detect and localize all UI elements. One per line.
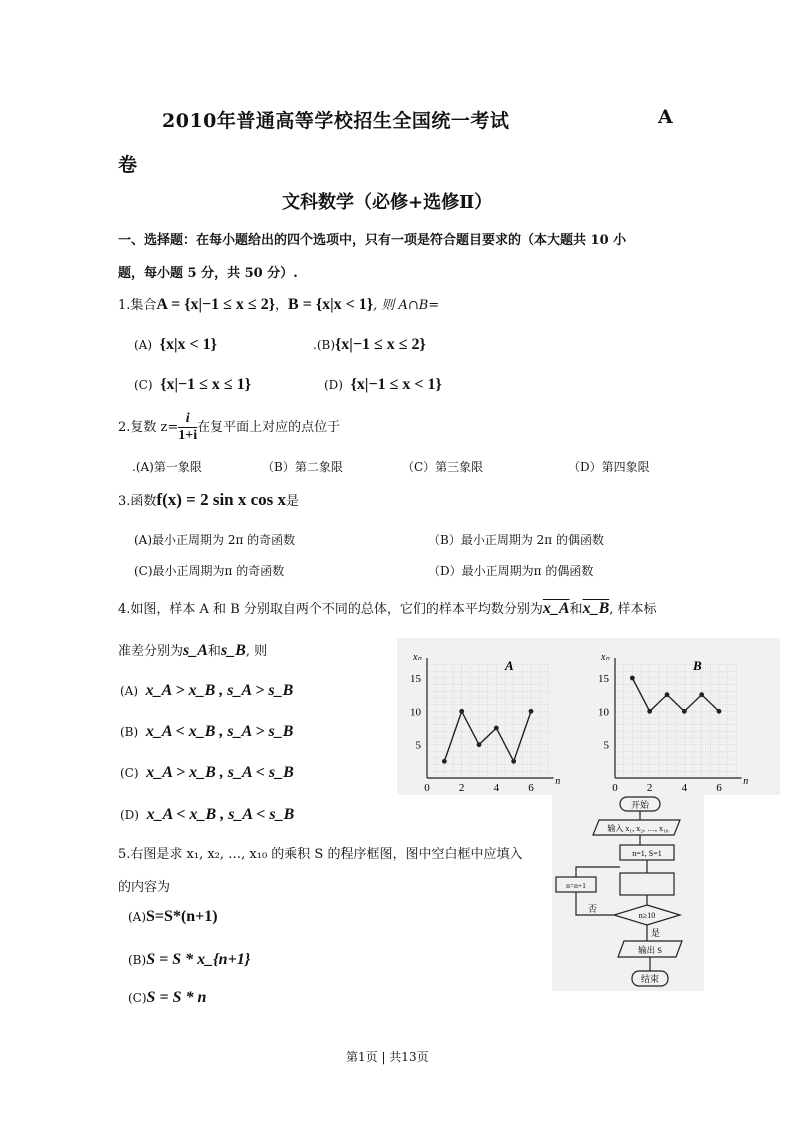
q2-option-b: （B）第二象限 [262,460,343,474]
chart-title: B [693,658,702,673]
q2-denominator: 1+i [178,428,198,443]
chart-x-tick-label: 2 [646,782,653,794]
flow-init-text: n=1, S=1 [632,849,662,858]
q4-option-d [120,806,294,824]
q1-suffix: , 则 A∩B= [373,298,440,313]
question-2 [118,411,340,444]
flow-update-text: n=n+1 [566,881,586,890]
q1-option-a-math: {x|x < 1} [159,336,217,353]
chart-data-point [717,709,722,714]
q1-option-b-label: .(B) [313,338,335,352]
q2-prefix: 2.复数 z= [118,420,179,435]
chart-x-tick-label: 4 [493,782,500,794]
q5-option-a [128,908,218,926]
q1-option-d-math: {x|−1 ≤ x < 1} [350,376,442,393]
chart-y-axis-label: xₙ [601,652,610,663]
chart-data-point [682,709,687,714]
q4-option-b-math: x_A < x_B , s_A > s_B [145,723,294,740]
chart-data-point [529,709,534,714]
q3-suffix: 是 [286,494,300,509]
q2-option-d: （D）第四象限 [568,460,650,474]
q3-prefix: 3.函数 [118,494,157,509]
chart-x-tick-label: 4 [681,782,688,794]
chart-data-point [477,742,482,747]
q1-option-c-label: (C) [134,378,153,392]
chart-x-tick-label: 2 [458,782,465,794]
question-1 [118,294,439,314]
q4-mean-b: x_B [582,600,610,617]
q4-option-c-label: (C) [120,766,139,780]
q4-option-d-math: x_A < x_B , s_A < s_B [146,806,295,823]
section-heading-line1: 一、选择题：在每小题给出的四个选项中，只有一项是符合题目要求的（本大题共 10 小 [118,233,627,248]
q1-option-b [313,336,426,354]
q5-option-a-math: S=S*(n+1) [146,908,218,925]
q3-option-a: (A)最小正周期为 2π 的奇函数 [134,533,296,547]
chart-y-tick-label: 15 [410,673,421,685]
question-5-line2: 的内容为 [118,880,171,895]
q4-line2-prefix: 准差分别为 [118,644,184,659]
chart-y-tick-label: 5 [415,739,421,752]
flow-condition-text: n≥10 [638,911,656,920]
q3-function: f(x) = 2 sin x cos x [156,490,287,509]
q4-line1-suffix: , 样本标 [609,602,657,617]
q1-option-d [324,376,442,394]
q4-and: 和 [569,602,583,617]
q4-line2-and: 和 [207,644,221,659]
sample-charts-figure [397,638,780,795]
chart-data-point [494,726,499,731]
q4-mean-a: x_A [542,600,570,617]
q1-option-c-math: {x|−1 ≤ x ≤ 1} [160,376,251,393]
paper-title-continued: 卷 [118,154,138,176]
chart-y-tick-label: 10 [598,706,609,719]
q2-option-c: （C）第三象限 [402,460,484,474]
q4-option-c-math: x_A > x_B , s_A < s_B [146,764,294,781]
q1-set-a: A = {x|−1 ≤ x ≤ 2} [156,296,276,313]
flow-no-label: 否 [588,904,598,914]
flowchart-figure [552,795,704,991]
q1-set-b: B = {x|x < 1} [288,296,374,313]
chart-series-line [444,711,531,761]
page-footer: 第1页 | 共13页 [346,1050,429,1064]
q4-option-c [120,764,294,782]
q2-suffix: 在复平面上对应的点位于 [197,420,341,435]
q2-numerator: i [178,411,197,428]
program-flowchart [552,795,704,991]
flow-blank-node [620,873,674,895]
section-heading-line2: 题，每小题 5 分，共 50 分）. [118,266,298,281]
chart-x-axis-label: n [555,776,561,787]
chart-data-point [630,676,635,681]
sample-line-charts [397,638,780,795]
q3-option-c: (C)最小正周期为π 的奇函数 [134,564,285,578]
q2-fraction [178,411,197,444]
chart-y-axis-label: xₙ [413,652,422,663]
q1-sep: ， [275,298,289,313]
chart-data-point [442,759,447,764]
q4-option-b [120,723,293,741]
q4-line1-prefix: 4.如图，样本 A 和 B 分别取自两个不同的总体，它们的样本平均数分别为 [118,602,543,617]
q1-option-c [134,376,251,394]
chart-data-point [647,709,652,714]
q1-option-a-label: (A) [134,338,153,352]
chart-title: A [505,658,514,673]
q1-option-b-math: {x|−1 ≤ x ≤ 2} [335,336,426,353]
q4-line2-suffix: , 则 [245,644,268,659]
chart-y-tick-label: 5 [603,739,609,752]
q4-option-d-label: (D) [120,808,139,822]
question-5-line1: 5.右图是求 x₁, x₂, …, x₁₀ 的乘积 S 的程序框图，图中空白框中应填入 [118,847,523,862]
q4-option-b-label: (B) [120,725,139,739]
chart-x-tick-label: 0 [612,782,618,794]
question-3 [118,490,299,510]
chart-y-tick-label: 15 [598,673,609,685]
q5-option-c-label: (C) [128,991,147,1005]
q4-sd-b: s_B [220,642,246,659]
q5-option-b-label: (B) [128,953,147,967]
q5-option-c [128,989,206,1007]
q5-option-a-label: (A) [128,910,147,924]
chart-data-point [511,759,516,764]
flow-output-text: 输出 S [638,945,662,955]
q5-option-b-math: S = S * x_{n+1} [146,951,251,968]
q1-prefix: 1.集合 [118,298,157,313]
q4-sd-a: s_A [183,642,208,659]
chart-data-point [699,692,704,697]
q5-option-b [128,951,250,969]
chart-x-axis-label: n [743,776,749,787]
q5-option-c-math: S = S * n [146,989,207,1006]
q3-option-d: （D）最小正周期为π 的偶函数 [428,564,594,578]
paper-subtitle: 文科数学（必修+选修Ⅱ） [282,192,493,213]
paper-title: 2010年普通高等学校招生全国统一考试 [162,110,510,132]
q3-option-b: （B）最小正周期为 2π 的偶函数 [428,533,604,547]
q1-option-d-label: (D) [324,378,343,392]
paper-letter: A [658,106,674,128]
chart-y-tick-label: 10 [410,706,421,719]
chart-data-point [459,709,464,714]
q2-option-a: .(A)第一象限 [132,460,202,474]
question-4-line2 [118,640,267,660]
q1-option-a [134,336,217,354]
q4-option-a-label: (A) [120,684,139,698]
q4-option-a-math: x_A > x_B , s_A > s_B [145,682,294,699]
flow-end-text: 结束 [640,974,660,984]
q4-option-a [120,682,293,700]
flow-start-text: 开始 [630,800,650,810]
chart-x-tick-label: 0 [424,782,430,794]
chart-x-tick-label: 6 [528,782,534,794]
flow-yes-label: 是 [651,928,661,938]
chart-data-point [665,692,670,697]
question-4-line1 [118,598,657,618]
flow-input-text: 输入 x₁, x₂, …, x₁₀ [607,824,669,833]
chart-x-tick-label: 6 [716,782,722,794]
